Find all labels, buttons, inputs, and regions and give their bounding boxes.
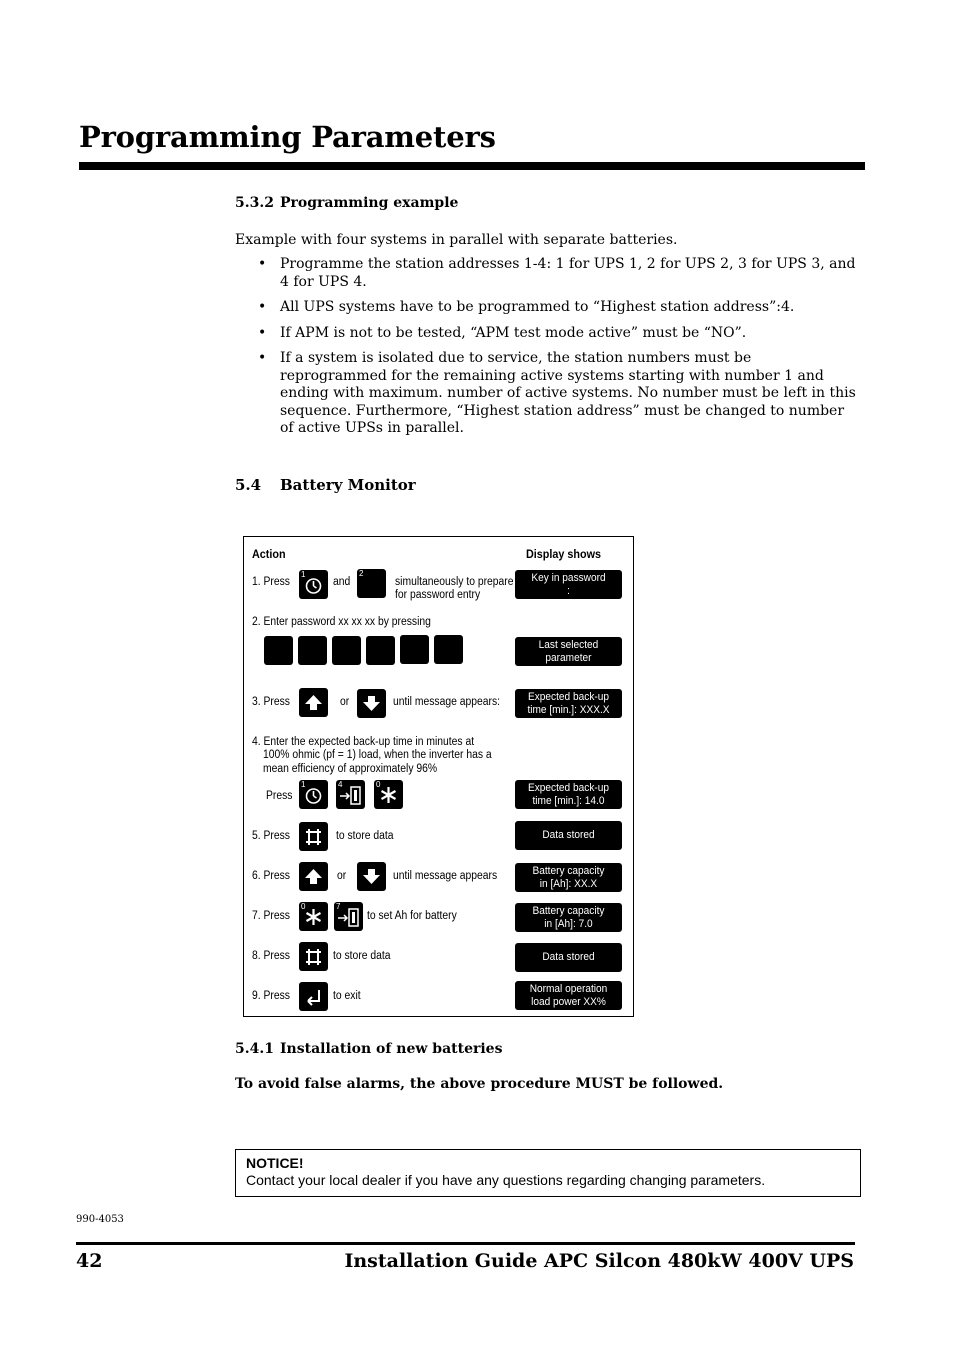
step3-or: or bbox=[340, 696, 350, 708]
store-key bbox=[299, 942, 328, 971]
up-key bbox=[299, 688, 328, 717]
step2-label: 2. Enter password xx xx xx by pressing bbox=[252, 616, 431, 628]
list-item: • If a system is isolated due to service, the station numbers must be reprogrammed for the remaining active systems starting with number 1 and ending with maximum. number of active systems. No number must be left in this sequence. Furthermore, “Highest station address” must be changed to number of active UPSs in parallel. bbox=[258, 350, 856, 436]
section-541-heading bbox=[235, 1041, 502, 1057]
password-key bbox=[332, 636, 361, 665]
password-key bbox=[264, 636, 293, 665]
clock-key: 1 bbox=[299, 780, 328, 809]
star-key: 0 bbox=[374, 780, 403, 809]
step8-label: 8. Press bbox=[252, 950, 290, 962]
list-item: • Programme the station addresses 1-4: 1 for UPS 1, 2 for UPS 2, 3 for UPS 3, and 4 for UPS 4. bbox=[258, 256, 856, 290]
display-expected-backup-value: Expected back-up time [min.]: 14.0 bbox=[515, 780, 622, 809]
password-key bbox=[366, 636, 395, 665]
shift-key: 4 bbox=[336, 780, 365, 809]
title-rule bbox=[79, 162, 865, 170]
down-key bbox=[357, 862, 386, 891]
shift-key: 7 bbox=[334, 902, 363, 931]
section-number: 5.4.1 bbox=[235, 1041, 274, 1057]
step8-note: to store data bbox=[333, 950, 391, 962]
up-key bbox=[299, 862, 328, 891]
shift-arrow-icon bbox=[336, 780, 365, 809]
page-title: Programming Parameters bbox=[79, 120, 496, 154]
display-key-in-password: Key in password : bbox=[515, 570, 622, 599]
star-key: 0 bbox=[299, 902, 328, 931]
section-54-heading bbox=[235, 476, 416, 494]
step3-note: until message appears: bbox=[393, 696, 501, 708]
display-expected-backup: Expected back-up time [min.]: XXX.X bbox=[515, 689, 622, 718]
warning-text: To avoid false alarms, the above procedure MUST be followed. bbox=[235, 1076, 724, 1092]
asterisk-icon bbox=[374, 780, 403, 809]
store-icon bbox=[299, 822, 328, 851]
password-key bbox=[400, 635, 429, 664]
footer-rule bbox=[76, 1242, 855, 1245]
down-key bbox=[357, 689, 386, 718]
col-display-header: Display shows bbox=[526, 547, 602, 561]
step1-note-2: for password entry bbox=[395, 589, 481, 601]
display-battery-capacity: Battery capacity in [Ah]: XX.X bbox=[515, 863, 622, 892]
battery-monitor-panel bbox=[243, 536, 634, 1017]
bullet-list bbox=[258, 256, 860, 446]
step9-note: to exit bbox=[333, 990, 361, 1002]
arrow-up-icon bbox=[299, 688, 328, 717]
section-532-intro: Example with four systems in parallel with separate batteries. bbox=[235, 232, 678, 248]
store-icon bbox=[299, 942, 328, 971]
display-last-selected: Last selected parameter bbox=[515, 637, 622, 666]
step6-or: or bbox=[337, 870, 347, 882]
step6-note: until message appears bbox=[393, 870, 498, 882]
step1-and: and bbox=[333, 576, 351, 588]
section-number: 5.4 bbox=[235, 476, 262, 494]
step3-label: 3. Press bbox=[252, 696, 290, 708]
col-action-header: Action bbox=[252, 547, 286, 561]
step1-label: 1. Press bbox=[252, 576, 290, 588]
step4-line-2: 100% ohmic (pf = 1) load, when the inverter has a bbox=[263, 749, 492, 761]
display-normal-operation: Normal operation load power XX% bbox=[515, 981, 622, 1010]
display-battery-capacity-value: Battery capacity in [Ah]: 7.0 bbox=[515, 903, 622, 932]
arrow-up-icon bbox=[299, 862, 328, 891]
step1-note-1: simultaneously to prepare bbox=[395, 576, 514, 588]
step4-press: Press bbox=[266, 790, 293, 802]
key-2: 2 bbox=[357, 569, 386, 598]
password-key bbox=[434, 635, 463, 664]
section-532-heading bbox=[235, 195, 458, 211]
step5-note: to store data bbox=[336, 830, 394, 842]
section-title: Installation of new batteries bbox=[280, 1041, 503, 1057]
display-data-stored: Data stored bbox=[515, 943, 622, 972]
shift-arrow-icon bbox=[334, 902, 363, 931]
arrow-down-icon bbox=[357, 689, 386, 718]
page-number: 42 bbox=[76, 1250, 103, 1272]
step7-label: 7. Press bbox=[252, 910, 290, 922]
section-title: Programming example bbox=[280, 195, 459, 211]
asterisk-icon bbox=[299, 902, 328, 931]
section-number: 5.3.2 bbox=[235, 195, 274, 211]
step7-note: to set Ah for battery bbox=[367, 910, 457, 922]
notice-box bbox=[235, 1149, 861, 1197]
notice-title: NOTICE! bbox=[246, 1155, 304, 1171]
step9-label: 9. Press bbox=[252, 990, 290, 1002]
display-data-stored: Data stored bbox=[515, 821, 622, 850]
password-key bbox=[298, 636, 327, 665]
clock-icon bbox=[299, 780, 328, 809]
clock-key: 1 bbox=[299, 570, 328, 599]
arrow-down-icon bbox=[357, 862, 386, 891]
step4-line-3: mean efficiency of approximately 96% bbox=[263, 763, 438, 775]
doc-number: 990-4053 bbox=[76, 1214, 124, 1225]
footer-title: Installation Guide APC Silcon 480kW 400V UPS bbox=[344, 1250, 854, 1272]
section-title: Battery Monitor bbox=[280, 476, 416, 494]
list-item: • All UPS systems have to be programmed to “Highest station address”:4. bbox=[258, 299, 795, 315]
enter-key bbox=[299, 982, 328, 1011]
enter-icon bbox=[299, 982, 328, 1011]
list-item: • If APM is not to be tested, “APM test mode active” must be “NO”. bbox=[258, 324, 747, 341]
step4-line-1: 4. Enter the expected back-up time in minutes at bbox=[252, 736, 475, 748]
store-key bbox=[299, 822, 328, 851]
step5-label: 5. Press bbox=[252, 830, 290, 842]
clock-icon bbox=[299, 570, 328, 599]
step6-label: 6. Press bbox=[252, 870, 290, 882]
notice-text: Contact your local dealer if you have any questions regarding changing parameters. bbox=[246, 1172, 766, 1188]
